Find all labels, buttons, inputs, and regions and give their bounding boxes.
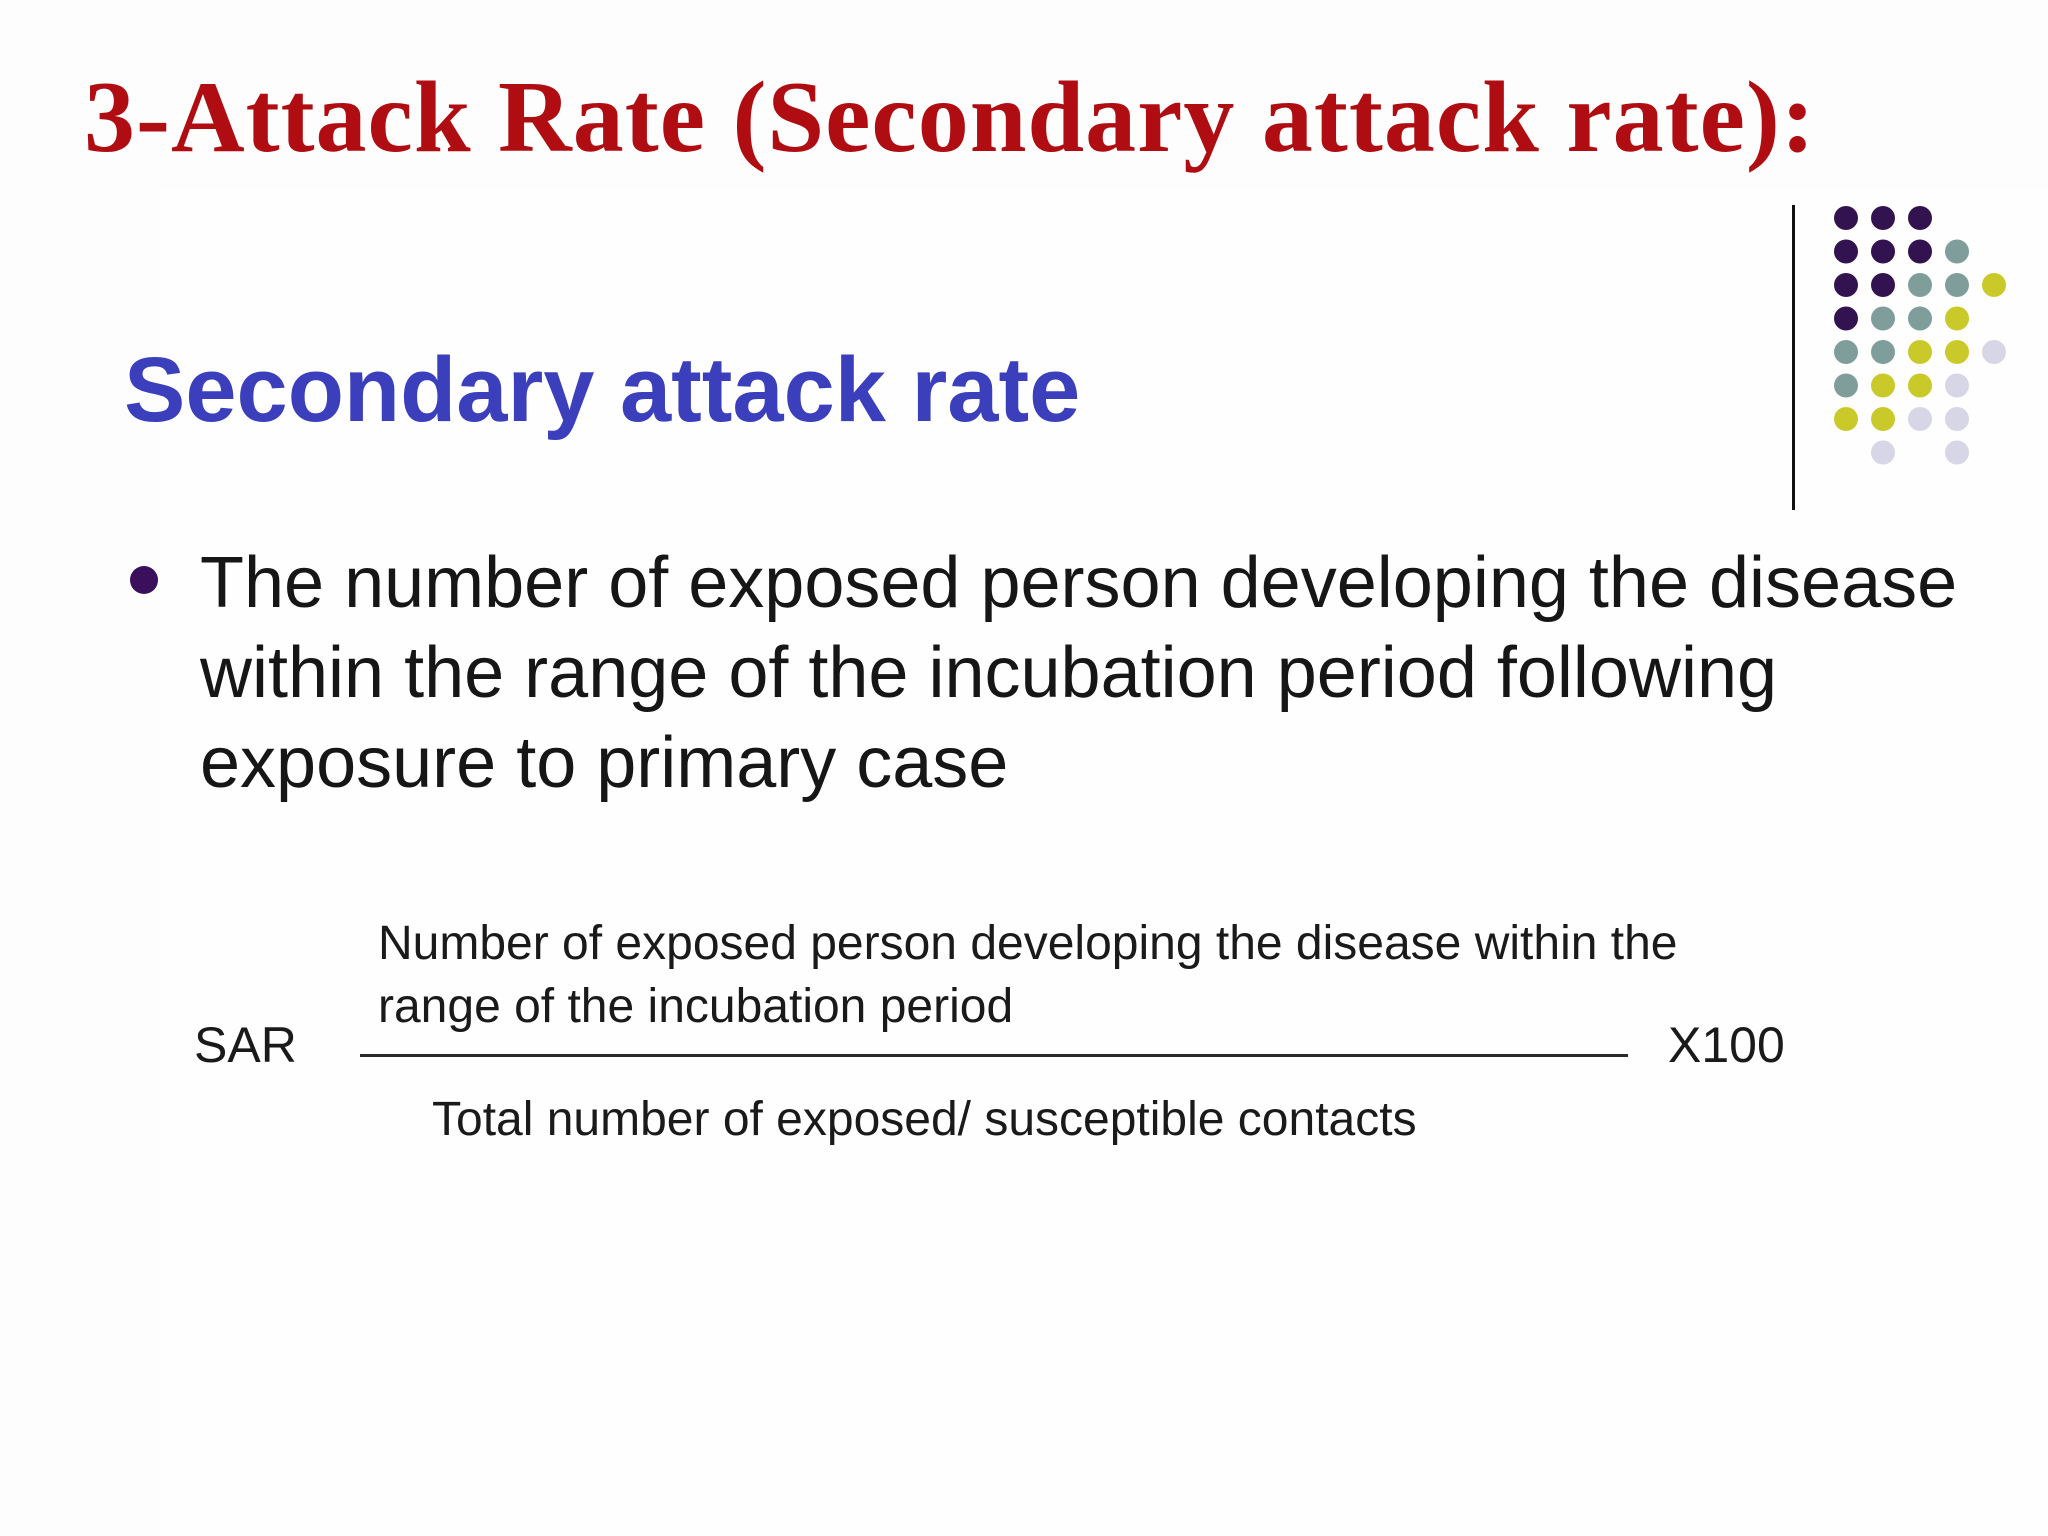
decorative-dot (1871, 307, 1895, 331)
decorative-dot (1834, 273, 1858, 297)
divider-line (1792, 205, 1795, 510)
decorative-dot (1945, 374, 1969, 398)
decorative-dot (1871, 374, 1895, 398)
decorative-dot (1871, 441, 1895, 465)
slide-subtitle: Secondary attack rate (124, 339, 1081, 441)
decorative-dot (1834, 206, 1858, 230)
decorative-dot (1945, 441, 1969, 465)
decorative-dot (1982, 340, 2006, 364)
decorative-dot (1908, 273, 1932, 297)
formula-label: SAR (194, 1017, 297, 1073)
decorative-dot (1834, 374, 1858, 398)
decorative-dot (1982, 273, 2006, 297)
dot-grid-graphic (1832, 204, 2022, 474)
decorative-dot (1908, 374, 1932, 398)
decorative-dot (1908, 206, 1932, 230)
decorative-dot (1945, 307, 1969, 331)
decorative-dot (1908, 307, 1932, 331)
decorative-dot-grid (1832, 204, 2022, 474)
decorative-dot (1834, 407, 1858, 431)
decorative-dot (1908, 240, 1932, 264)
bullet-marker (130, 566, 158, 594)
decorative-dot (1945, 407, 1969, 431)
formula-denominator: Total number of exposed/ susceptible contacts (432, 1093, 1417, 1146)
bullet-text: The number of exposed person developing the disease within the range of the incubation period following exposure to primary case (200, 543, 1958, 803)
decorative-dot (1834, 340, 1858, 364)
decorative-dot (1871, 340, 1895, 364)
main-title: 3-Attack Rate (Secondary attack rate): (84, 61, 1816, 174)
decorative-dot (1871, 407, 1895, 431)
decorative-dot (1834, 307, 1858, 331)
decorative-dot (1834, 240, 1858, 264)
decorative-dot (1945, 273, 1969, 297)
decorative-dot (1945, 240, 1969, 264)
decorative-dot (1871, 206, 1895, 230)
decorative-dot (1871, 273, 1895, 297)
formula-multiplier: X100 (1668, 1017, 1785, 1073)
decorative-dot (1945, 340, 1969, 364)
formula-numerator: Number of exposed person developing the disease within the range of the incubation period (378, 917, 1678, 1033)
decorative-dot (1908, 407, 1932, 431)
decorative-dot (1871, 240, 1895, 264)
decorative-dot (1908, 340, 1932, 364)
